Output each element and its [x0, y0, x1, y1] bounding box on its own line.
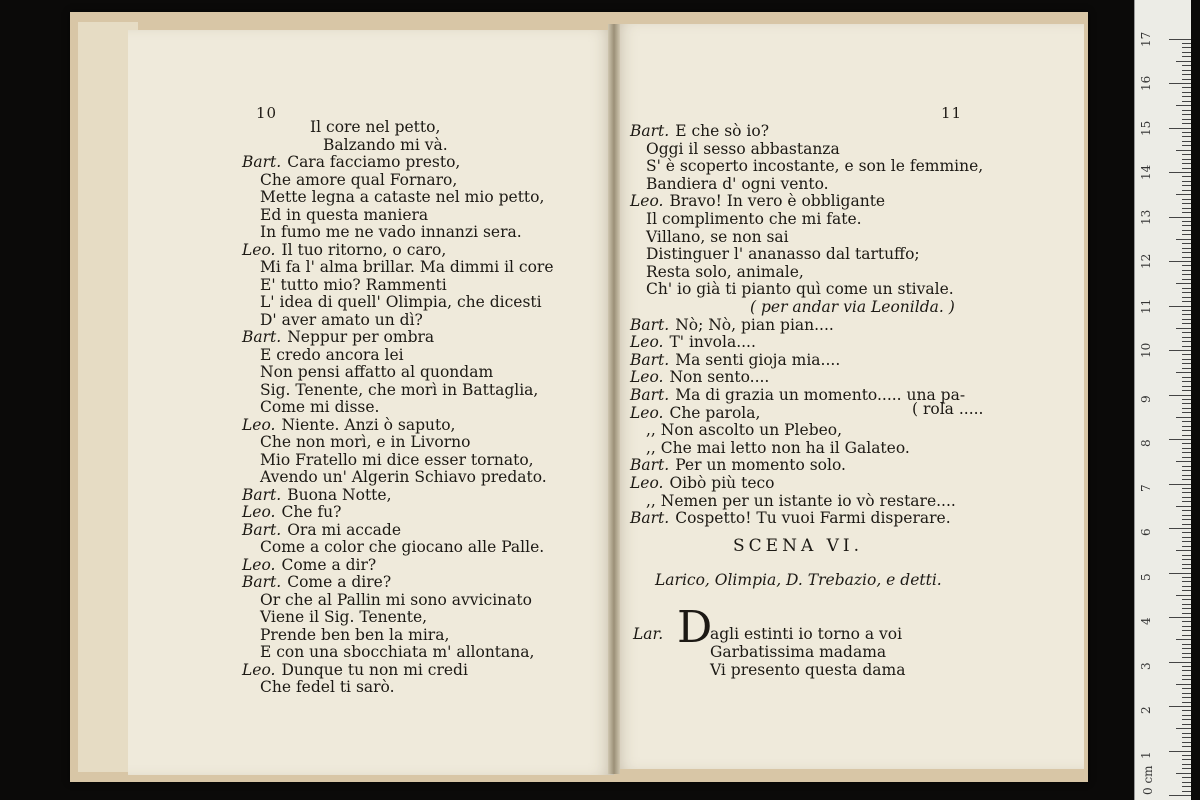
ruler-number: 8: [1139, 439, 1153, 447]
ruler-tick: [1182, 92, 1191, 93]
ruler-tick: [1182, 688, 1191, 689]
ruler-tick: [1182, 653, 1191, 654]
ruler-tick: [1182, 181, 1191, 182]
ruler-tick: [1182, 403, 1191, 404]
speaker-label: Leo.: [630, 474, 664, 492]
ruler-tick: [1182, 644, 1191, 645]
ruler-tick: [1182, 221, 1191, 222]
dialogue-line: [630, 351, 840, 369]
speaker-label: Bart.: [242, 573, 282, 591]
ruler-tick: [1182, 782, 1191, 783]
ruler-tick: [1182, 719, 1191, 720]
verse-line: Oggi il sesso abbastanza: [646, 139, 840, 158]
spoken-text: Ma senti gioja mia....: [675, 350, 841, 369]
ruler-tick: [1182, 154, 1191, 155]
verse-line: Distinguer l' ananasso dal tartuffo;: [646, 245, 920, 264]
ruler-tick: [1182, 399, 1191, 400]
ruler-tick: [1182, 568, 1191, 569]
ruler-tick: [1182, 755, 1191, 756]
spoken-text: Buona Notte,: [287, 485, 392, 504]
ruler-tick: [1169, 751, 1191, 752]
speaker-label: Bart.: [630, 509, 670, 528]
ruler-tick: [1176, 372, 1191, 373]
ruler-tick: [1182, 79, 1191, 80]
dialogue-line: [242, 661, 468, 679]
ruler-tick: [1182, 435, 1191, 436]
ruler-tick: [1169, 484, 1191, 485]
ruler-number: 7: [1139, 483, 1153, 492]
spoken-text: Bravo! In vero è obbligante: [669, 192, 886, 211]
spoken-text: Come a dire?: [287, 573, 392, 591]
ruler-tick: [1182, 559, 1191, 560]
spoken-text: Per un momento solo.: [675, 456, 846, 475]
ruler-tick: [1169, 128, 1191, 129]
ruler-tick: [1169, 172, 1191, 173]
ruler-tick: [1182, 715, 1191, 716]
ruler-tick: [1182, 452, 1191, 453]
ruler-tick: [1182, 292, 1191, 293]
speaker-label: Lar.: [633, 625, 664, 643]
ruler-tick: [1182, 702, 1191, 703]
ruler-tick: [1182, 230, 1191, 231]
dialogue-line: [242, 573, 391, 591]
ruler-tick: [1182, 190, 1191, 191]
ruler-tick: [1182, 297, 1191, 298]
ruler-tick: [1182, 168, 1191, 169]
speaker-label: Leo.: [630, 192, 664, 211]
spoken-text: Ora mi accade: [287, 520, 402, 539]
verse-line: Mette legna a cataste nel mio petto,: [260, 188, 545, 206]
ruler-tick: [1182, 225, 1191, 226]
verse-line: Resta solo, animale,: [646, 262, 804, 281]
ruler-tick: [1182, 74, 1191, 75]
spoken-text: Ma di grazia un momento..... una pa-: [675, 386, 966, 404]
ruler-tick: [1169, 261, 1191, 262]
ruler-tick: [1169, 573, 1191, 574]
speaker-label: Leo.: [242, 660, 276, 679]
ruler-number: 12: [1139, 253, 1153, 269]
ruler-tick: [1182, 501, 1191, 502]
ruler-tick: [1182, 759, 1191, 760]
verse-line: Ed in questa maniera: [260, 205, 429, 224]
ruler-tick: [1182, 546, 1191, 547]
verse-line: Avendo un' Algerin Schiavo predato.: [260, 468, 547, 486]
ruler-tick: [1176, 684, 1191, 685]
ruler-tick: [1182, 47, 1191, 48]
ruler-tick: [1182, 777, 1191, 778]
ruler-tick: [1182, 564, 1191, 565]
ruler-tick: [1169, 217, 1191, 218]
ruler-tick: [1182, 341, 1191, 342]
verse-line: Vi presento questa dama: [710, 661, 906, 679]
ruler-tick: [1176, 417, 1191, 418]
ruler-tick: [1182, 697, 1191, 698]
ruler-tick: [1176, 150, 1191, 151]
ruler-tick: [1182, 537, 1191, 538]
spoken-text: Dunque tu non mi credi: [281, 660, 468, 679]
ruler-tick: [1182, 136, 1191, 137]
ruler-number: 2: [1139, 706, 1153, 714]
verse-line: Che fedel ti sarò.: [260, 678, 395, 696]
spoken-text: Il tuo ritorno, o caro,: [281, 240, 447, 259]
ruler-tick: [1182, 101, 1191, 102]
ruler-tick: [1182, 666, 1191, 667]
page-number-left: 10: [256, 104, 278, 122]
ruler-tick: [1182, 421, 1191, 422]
speaker-label: Leo.: [630, 333, 664, 352]
dialogue-line: [630, 386, 965, 404]
ruler-tick: [1182, 510, 1191, 511]
verse-line: Ch' io già ti pianto quì come un stivale.: [646, 280, 954, 299]
drop-cap: D: [677, 602, 713, 653]
speaker-label: Bart.: [630, 122, 670, 140]
ruler-tick: [1169, 706, 1191, 707]
ruler-tick: [1182, 724, 1191, 725]
ruler-tick: [1182, 359, 1191, 360]
dialogue-line: [242, 153, 460, 171]
ruler-tick: [1169, 39, 1191, 40]
speaker-label: Bart.: [630, 315, 670, 334]
verse-line: Villano, se non sai: [646, 227, 789, 246]
verse-line: Che amore qual Fornaro,: [260, 170, 458, 189]
ruler-tick: [1182, 457, 1191, 458]
speaker-label: Leo.: [242, 555, 276, 574]
speaker-label: Bart.: [630, 350, 670, 369]
verse-line: agli estinti io torno a voi: [710, 625, 903, 643]
ruler-tick: [1182, 354, 1191, 355]
ruler-number: 14: [1139, 164, 1153, 180]
dialogue-line: [242, 503, 341, 521]
ruler-number: 16: [1139, 75, 1153, 91]
verse-line: Sig. Tenente, che morì in Battaglia,: [260, 380, 539, 399]
speaker-label: Bart.: [242, 485, 282, 504]
verse-line: Non pensi affatto al quondam: [260, 363, 494, 381]
ruler-number: 13: [1139, 209, 1153, 225]
ruler-tick: [1182, 599, 1191, 600]
ruler-tick: [1182, 234, 1191, 235]
ruler-tick: [1182, 56, 1191, 57]
ruler-tick: [1182, 176, 1191, 177]
ruler-tick: [1169, 306, 1191, 307]
ruler-tick: [1182, 208, 1191, 209]
ruler-tick: [1169, 350, 1191, 351]
ruler-tick: [1182, 87, 1191, 88]
ruler-tick: [1182, 65, 1191, 66]
dialogue-line: [630, 316, 834, 334]
ruler-tick: [1182, 443, 1191, 444]
verse-line: E credo ancora lei: [260, 345, 404, 364]
ruler-tick: [1182, 586, 1191, 587]
ruler-tick: [1182, 746, 1191, 747]
ruler-number: 6: [1139, 528, 1153, 536]
hyphen-continuation: ( rola .....: [912, 400, 984, 418]
ruler-tick: [1182, 679, 1191, 680]
ruler-tick: [1182, 635, 1191, 636]
dialogue-line: [630, 192, 885, 210]
spoken-text: E che sò io?: [675, 122, 770, 140]
ruler-tick: [1182, 604, 1191, 605]
verse-line: Il core nel petto,: [310, 118, 441, 136]
ruler-tick: [1182, 257, 1191, 258]
ruler-tick: [1182, 288, 1191, 289]
ruler-number: 1: [1139, 750, 1153, 759]
verse-line: Che non morì, e in Livorno: [260, 433, 471, 451]
ruler-tick: [1169, 83, 1191, 84]
verse-line: L' idea di quell' Olimpia, che dicesti: [260, 293, 542, 311]
ruler-tick: [1182, 43, 1191, 44]
ruler-number: 4: [1139, 617, 1153, 625]
ruler-tick: [1182, 608, 1191, 609]
ruler-tick: [1182, 430, 1191, 431]
verse-line: E con una sbocchiata m' allontana,: [260, 643, 535, 661]
ruler-tick: [1182, 390, 1191, 391]
ruler-tick: [1182, 141, 1191, 142]
ruler-tick: [1182, 768, 1191, 769]
ruler-tick: [1176, 239, 1191, 240]
dialogue-line: [630, 509, 951, 527]
ruler-tick: [1176, 461, 1191, 462]
ruler-tick: [1176, 595, 1191, 596]
verse-line: Bandiera d' ogni vento.: [646, 174, 829, 193]
dialogue-line: [630, 368, 769, 386]
speaker-label: Leo.: [630, 403, 664, 422]
ruler-tick: [1176, 550, 1191, 551]
ruler-tick: [1182, 737, 1191, 738]
verse-line: Prende ben ben la mira,: [260, 625, 450, 644]
dialogue-line: [630, 404, 760, 422]
ruler-number: 17: [1139, 31, 1153, 47]
ruler-tick: [1182, 52, 1191, 53]
speaker-label: Bart.: [242, 328, 282, 346]
ruler-tick: [1182, 577, 1191, 578]
ruler-tick: [1182, 786, 1191, 787]
ruler-tick: [1182, 252, 1191, 253]
ruler-tick: [1169, 617, 1191, 618]
ruler-tick: [1169, 439, 1191, 440]
ruler-tick: [1182, 519, 1191, 520]
ruler-tick: [1182, 145, 1191, 146]
ruler-tick: [1182, 470, 1191, 471]
ruler-tick: [1169, 795, 1191, 796]
ruler-tick: [1182, 764, 1191, 765]
ruler-tick: [1176, 728, 1191, 729]
dialogue-line: [630, 122, 769, 140]
speaker-label: Leo.: [630, 368, 664, 387]
dialogue-line: [630, 474, 775, 492]
verse-line: Il complimento che mi fate.: [646, 210, 862, 228]
ruler-tick: [1182, 346, 1191, 347]
ruler-number: 3: [1139, 661, 1153, 670]
ruler-tick: [1182, 363, 1191, 364]
ruler-tick: [1182, 163, 1191, 164]
speaker-label: Bart.: [630, 456, 670, 475]
dialogue-line: [630, 456, 846, 474]
ruler-tick: [1182, 159, 1191, 160]
ruler-tick: [1182, 532, 1191, 533]
verse-line: Come mi disse.: [260, 398, 380, 416]
speaker-label: Bart.: [242, 520, 282, 539]
speaker-label: Leo.: [242, 240, 276, 259]
verse-line: Balzando mi và.: [323, 135, 448, 154]
verse-line: D' aver amato un dì?: [260, 310, 423, 329]
spoken-text: Non sento....: [669, 368, 770, 387]
verse-line: ( per andar via Leonilda. ): [750, 298, 955, 316]
ruler-unit: 0 cm: [1141, 765, 1155, 795]
book-gutter: [608, 24, 620, 774]
ruler-tick: [1182, 368, 1191, 369]
ruler-tick: [1182, 323, 1191, 324]
verse-line: ,, Che mai letto non ha il Galateo.: [646, 438, 910, 457]
ruler-tick: [1182, 274, 1191, 275]
ruler-tick: [1182, 675, 1191, 676]
ruler-tick: [1182, 212, 1191, 213]
ruler-tick: [1182, 110, 1191, 111]
ruler-tick: [1176, 105, 1191, 106]
verse-line: Viene il Sig. Tenente,: [260, 608, 428, 626]
ruler-tick: [1182, 492, 1191, 493]
page-number-right: 11: [941, 104, 963, 122]
ruler-number: 5: [1139, 572, 1153, 581]
ruler-tick: [1182, 123, 1191, 124]
ruler-tick: [1182, 199, 1191, 200]
spoken-text: Cospetto! Tu vuoi Farmi disperare.: [675, 509, 951, 528]
ruler-tick: [1169, 662, 1191, 663]
ruler-tick: [1182, 377, 1191, 378]
ruler-tick: [1182, 626, 1191, 627]
spoken-text: Niente. Anzi ò saputo,: [281, 415, 456, 434]
ruler-tick: [1182, 475, 1191, 476]
ruler-tick: [1182, 524, 1191, 525]
verse-line: Or che al Pallin mi sono avvicinato: [260, 590, 532, 609]
ruler-tick: [1176, 194, 1191, 195]
verse-line: ,, Nemen per un istante io vò restare....: [646, 491, 956, 510]
ruler-tick: [1176, 328, 1191, 329]
spoken-text: Che parola,: [669, 403, 761, 422]
spoken-text: Che fu?: [281, 503, 342, 521]
ruler-tick: [1176, 61, 1191, 62]
ruler-tick: [1182, 621, 1191, 622]
spoken-text: Oibò più teco: [669, 474, 775, 492]
ruler-number: 9: [1139, 394, 1153, 403]
speaker-label: Bart.: [242, 153, 282, 171]
verse-line: ,, Non ascolto un Plebeo,: [646, 421, 843, 440]
ruler-number: 10: [1139, 342, 1153, 358]
ruler-tick: [1169, 528, 1191, 529]
ruler-tick: [1182, 96, 1191, 97]
ruler-tick: [1182, 590, 1191, 591]
ruler-tick: [1182, 279, 1191, 280]
ruler-tick: [1182, 381, 1191, 382]
ruler-tick: [1182, 332, 1191, 333]
ruler-tick: [1182, 243, 1191, 244]
speaker-label: Leo.: [242, 503, 276, 521]
ruler-tick: [1182, 119, 1191, 120]
verse-line: Mio Fratello mi dice esser tornato,: [260, 450, 534, 469]
ruler-tick: [1182, 497, 1191, 498]
ruler-tick: [1182, 555, 1191, 556]
spoken-text: Cara facciamo presto,: [287, 153, 461, 171]
ruler-tick: [1182, 581, 1191, 582]
spoken-text: Neppur per ombra: [287, 328, 435, 346]
ruler-tick: [1182, 670, 1191, 671]
speaker-label: Bart.: [630, 386, 670, 404]
spoken-text: Nò; Nò, pian pian....: [675, 315, 834, 334]
ruler-tick: [1182, 270, 1191, 271]
spoken-text: Come a dir?: [281, 555, 377, 574]
measuring-ruler: [1134, 0, 1191, 800]
verse-line: E' tutto mio? Rammenti: [260, 275, 447, 294]
speaker-label: Leo.: [242, 415, 276, 434]
ruler-tick: [1182, 185, 1191, 186]
ruler-tick: [1182, 337, 1191, 338]
dialogue-line: [630, 333, 756, 351]
ruler-tick: [1182, 248, 1191, 249]
ruler-tick: [1182, 648, 1191, 649]
scene-heading: SCENA VI.: [733, 536, 864, 556]
dialogue-line: [242, 241, 446, 259]
ruler-tick: [1182, 301, 1191, 302]
ruler-tick: [1182, 466, 1191, 467]
verse-line: S' è scoperto incostante, e son le femmine,: [646, 157, 984, 176]
ruler-tick: [1182, 630, 1191, 631]
ruler-tick: [1182, 265, 1191, 266]
ruler-tick: [1182, 114, 1191, 115]
ruler-tick: [1182, 70, 1191, 71]
cast-line: Larico, Olimpia, D. Trebazio, e detti.: [655, 571, 942, 589]
dialogue-line: [242, 416, 455, 434]
ruler-tick: [1182, 488, 1191, 489]
ruler-tick: [1176, 639, 1191, 640]
ruler-tick: [1182, 791, 1191, 792]
ruler-tick: [1169, 395, 1191, 396]
dialogue-line: [242, 328, 434, 346]
ruler-tick: [1182, 132, 1191, 133]
ruler-tick: [1182, 479, 1191, 480]
dialogue-line: [242, 556, 376, 574]
ruler-tick: [1182, 541, 1191, 542]
ruler-tick: [1182, 386, 1191, 387]
verse-line: Come a color che giocano alle Palle.: [260, 538, 545, 556]
verse-line: Mi fa l' alma brillar. Ma dimmi il core: [260, 258, 554, 276]
ruler-number: 11: [1139, 298, 1153, 314]
ruler-tick: [1182, 448, 1191, 449]
verse-line: Garbatissima madama: [710, 643, 887, 661]
ruler-tick: [1182, 314, 1191, 315]
ruler-tick: [1182, 203, 1191, 204]
verse-line: In fumo me ne vado innanzi sera.: [260, 223, 522, 241]
ruler-tick: [1182, 310, 1191, 311]
ruler-tick: [1182, 657, 1191, 658]
spoken-text: T' invola....: [669, 333, 756, 352]
ruler-tick: [1182, 319, 1191, 320]
dialogue-line: [242, 521, 401, 539]
ruler-number: 15: [1139, 120, 1153, 136]
ruler-tick: [1176, 506, 1191, 507]
ruler-tick: [1176, 773, 1191, 774]
dialogue-line: [242, 486, 392, 504]
ruler-tick: [1176, 283, 1191, 284]
ruler-tick: [1182, 742, 1191, 743]
ruler-tick: [1182, 426, 1191, 427]
ruler-tick: [1182, 412, 1191, 413]
ruler-tick: [1182, 710, 1191, 711]
ruler-tick: [1182, 693, 1191, 694]
ruler-tick: [1182, 733, 1191, 734]
ruler-tick: [1182, 515, 1191, 516]
ruler-tick: [1182, 613, 1191, 614]
ruler-tick: [1182, 408, 1191, 409]
